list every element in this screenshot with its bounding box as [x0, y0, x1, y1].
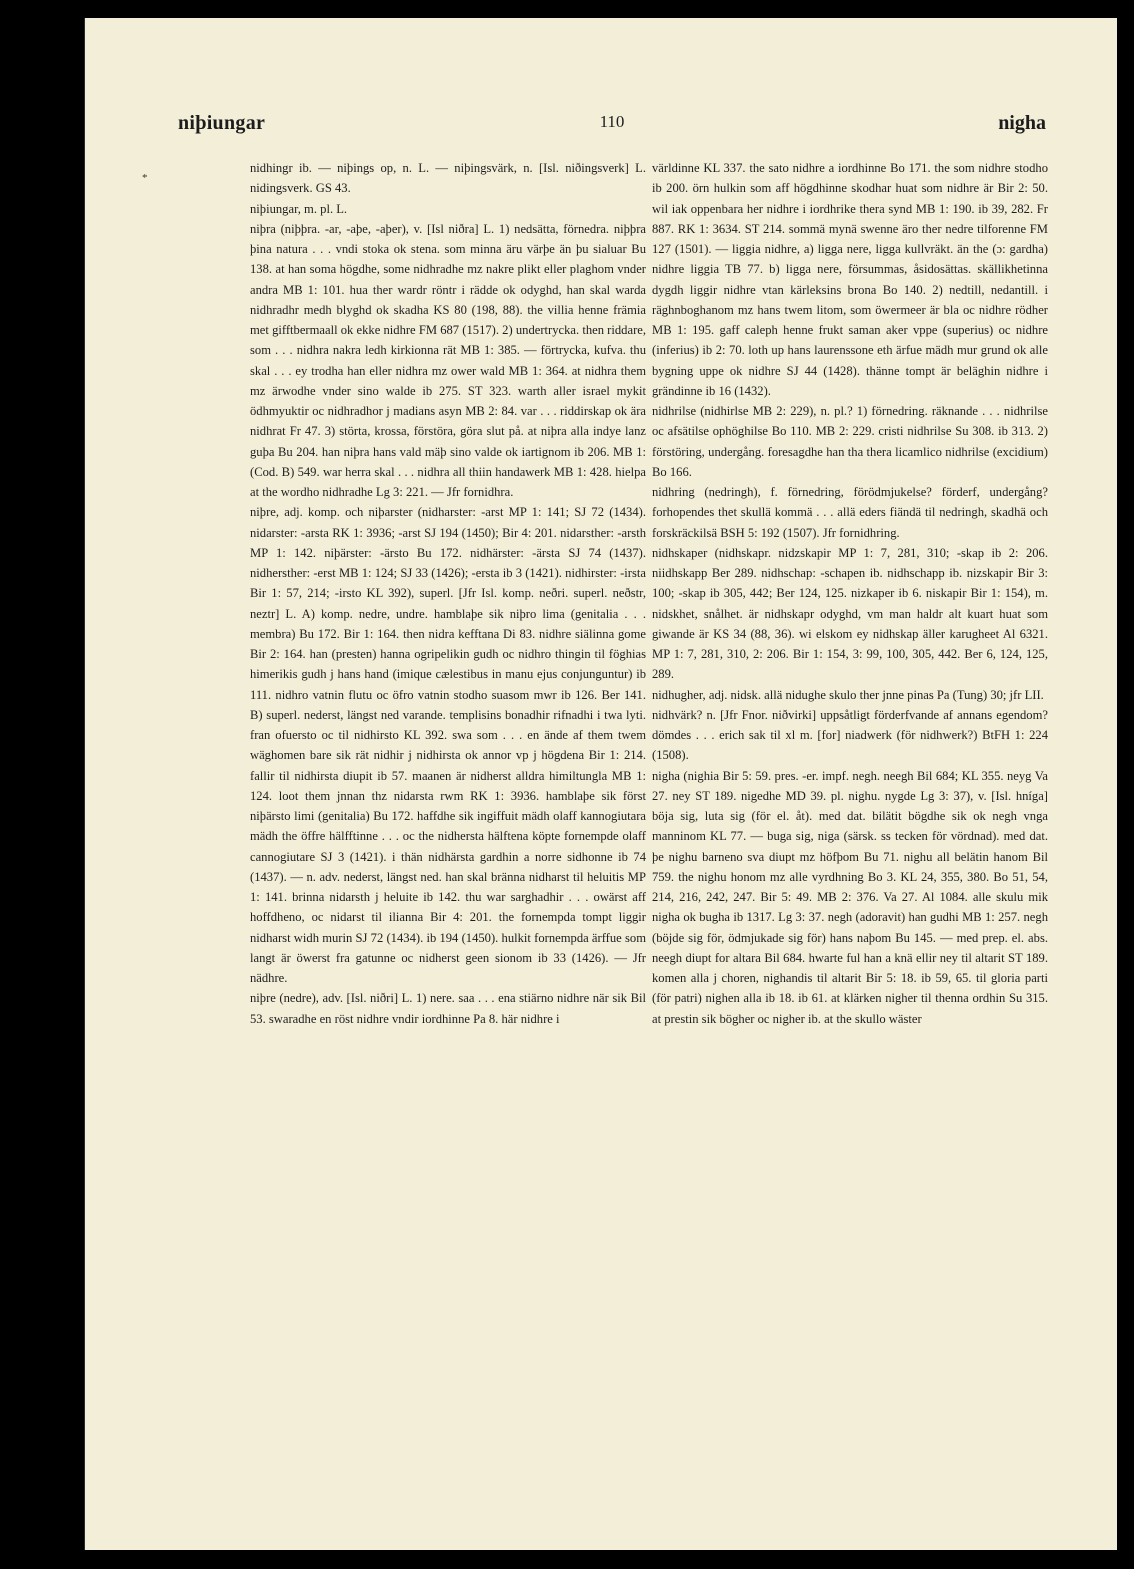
- left-column: [250, 158, 646, 1029]
- running-head-left: niþiungar: [178, 112, 266, 134]
- right-column: [652, 158, 1048, 1029]
- entry-nidhvärk: nidhvärk? n. [Jfr Fnor. niðvirki] uppsåtligt förderfvande af annans egendom? dömdes . . . erich sak til xl m. [for] niadwerk (för nidhwerk?) BtFH 1: 224 (1508).: [652, 707, 1048, 763]
- entry-niþre-adv: niþre (nedre), adv. [Isl. niðri] L. 1) nere. saa . . . ena stiärno nidhre när sik Bil 53. swaradhe en röst nidhre vndir iordhinne Pa 8. här nidhre i: [250, 991, 646, 1026]
- entry-niþingsvärk: nidhingr ib. — niþings op, n. L. — niþingsvärk, n. [Isl. niðingsverk] L. nidingsverk. GS 43.: [250, 161, 646, 196]
- entry-niþre-adv-cont: världinne KL 337. the sato nidhre a iordhinne Bo 171. the som nidhre stodho ib 200. örn hulkin som aff högdhinne skodhar huat som nidhre är Bir 2: 50. wil iak oppenbara her nidhre i iordhrike thera synd MB 1: 190. ib 39, 282. Fr 887. RK 1: 3634. ST 214. sommä mynä swenne äro ther nedre tilforenne FM 127 (1501). — liggia nidhre, a) ligga nere, ligga kullvräkt. än the (ɔ: gardha) nidhre liggia TB 77. b) ligga nere, försummas, åsidosättas. skällikhetinna dygdh liggir nidhre vtan kärleksins brona Bo 140. 2) nedtill, nedantill. i räghnboghanom mz hans twem litom, som öwermeer är bla oc nidhre rödher MB 1: 195. gaff caleph henne frukt saman aker vppe (superius) oc nidhre (inferius) ib 2: 70. loth up hans laurenssone eth ärfue mädh mur grund ok alle bygning uppe ok nidhre SJ 44 (1428). thänne tompt är beläghin nidhre i grändinne ib 16 (1432).: [652, 161, 1048, 398]
- entry-nidhrilse: nidhrilse (nidhirlse MB 2: 229), n. pl.? 1) förnedring. räknande . . . nidhrilse oc afsätilse ophöghilse Bo 110. MB 2: 229. cristi nidhrilse Su 308. ib 313. 2) förstöring, undergång. foresagdhe han tha thera licamlico nidhrilse (excidium) Bo 166.: [652, 404, 1048, 479]
- entry-nigha: nigha (nighia Bir 5: 59. pres. -er. impf. negh. neegh Bil 684; KL 355. neyg Va 27. ney ST 189. nigedhe MD 39. pl. nighu. nygde Lg 3: 37), v. [Isl. hníga] böja sig, luta sig (för el. åt). med dat. bilätit bögdhe sik ok negh vnga manninom KL 77. — buga sig, niga (särsk. ss tecken för vördnad). med dat. þe nighu barneno sva diupt mz höfþom Bu 71. nighu all belätin hanom Bil 759. the nighu honom mz alle vyrdhning Bo 3. KL 24, 355, 380. Bo 51, 54, 214, 216, 242, 247. Bir 5: 49. MB 2: 376. Va 27. Al 1084. alle skulu mik nigha ok bugha ib 1317. Lg 3: 37. negh (adoravit) han gudhi MB 1: 257. negh (böjde sig för, ödmjukade sig för) hans naþom Bu 145. — med prep. el. abs. neegh diupt for altara Bil 684. hwarte ful han a knä ellir ney til altarit ST 189. komen alla j choren, nighandis til altarit Bir 5: 18. ib 59, 65. til gloria parti (för patri) nighen alla ib 18. ib 61. at klärken nigher til thenna ordhin Su 315. at prestin sik bögher oc nigher ib. at the skullo wäster: [652, 768, 1048, 1026]
- page-header: [178, 112, 1046, 142]
- page-number: 110: [599, 112, 625, 131]
- running-head-right: nigha: [998, 112, 1046, 134]
- entry-nidhugher: nidhugher, adj. nidsk. allä nidughe skulo ther jnne pinas Pa (Tung) 30; jfr LII.: [652, 687, 1044, 702]
- entry-nidhring: nidhring (nedringh), f. förnedring, förödmjukelse? förderf, undergång? forhopendes thet skullä kommä . . . allä eders fiändä til nedringh, skadhä och forskräckilsä BSH 5: 192 (1507). Jfr fornidhring.: [652, 485, 1048, 540]
- entry-niþiungar: niþiungar, m. pl. L.: [250, 201, 348, 216]
- entry-niþra: niþra (niþþra. -ar, -aþe, -aþer), v. [Isl niðra] L. 1) nedsätta, förnedra. niþþra þina natura . . . vndi stoka ok stena. som minna äru värþe än þu sialuar Bu 138. at han soma högdhe, some nidhradhe mz nakre plikt eller plaghom vnder andra MB 1: 101. hua ther wardr röntr i rädde ok odyghd, han skal warda nidhradhr medh blyghd ok skadha KS 80 (198, 88). the villia henne främia met gifftbermaall ok ekke nidhre FM 687 (1517). 2) undertrycka. then riddare, som . . . nidhra nakra ledh kirkionna rät MB 1: 385. — förtrycka, kufva. thu skal . . . ey trodha han eller nidhra mz ower wald MB 1: 364. at nidhra them mz ärwodhe vnder sino walde ib 275. ST 323. warth aller israel mykit ödhmyuktir oc nidhradhor j madians asyn MB 2: 84. var . . . riddirskap ok ära nidhrat Fr 47. 3) störta, krossa, förstöra, göra slut på. at niþra alla indye lanz guþa Bu 204. han niþra hans vald mäþ sino valde ok iartignom ib 206. MB 1: (Cod. B) 549. war herra skal . . . nidhra all thiin handawerk MB 1: 428. hielpa at the wordho nidhradhe Lg 3: 221. — Jfr fornidhra.: [250, 221, 646, 499]
- margin-mark: *: [142, 172, 148, 184]
- entry-niþre-adj: niþre, adj. komp. och niþarster (nidharster: -arst MP 1: 141; SJ 72 (1434). nidarster: -arsta RK 1: 3936; -arst SJ 194 (1450); Bir 4: 201. nidarsther: -arsth MP 1: 142. niþärster: -ärsto Bu 172. nidhärster: -ärsta SJ 74 (1437). nidhersther: -erst MB 1: 124; SJ 33 (1426); -ersta ib 3 (1421). nidhirster: -irsta Bir 1: 57, 214; -irsto KL 392), superl. [Jfr Isl. komp. neðri. superl. neðstr, neztr] L. A) komp. nedre, undre. hamblaþe sik niþro lima (genitalia . . . membra) Bu 172. Bir 1: 164. then nidra kefftana Di 83. nidhre siälinna gome Bir 2: 164. han (presten) hanna ogripelikin gudh oc nidhro thingin til föghias himerikis gudh j hans hand (imique cælestibus in manu ejus conjunguntur) ib 111. nidhro vatnin flutu oc öfro vatnin stodho suasom mwr ib 126. Ber 141. B) superl. nederst, längst ned varande. templisins bonadhir rifnadhi i twa lyti. fran ofuersto oc til nidhirsto KL 392. swa som . . . en ände af them twem wäghomen bare sik rät nidhir j nidhirsta ok annor vp j högdena Bir 1: 214. fallir til nidhirsta diupit ib 57. maanen är nidherst alldra himiltungla MB 1: 124. loot them jnnan thz nidarsta rwm RK 1: 3936. hamblaþe sik först niþärsto limi (genitalia) Bu 172. haffdhe sik ingiffuit mädh olaff kannogiutara mädh the öffre hälfftinne . . . oc the nidhersta hälftena köpte fornempde olaff cannogiutare SJ 3 (1421). i thän nidhärsta gardhin a norre sidhonne ib 74 (1437). — n. adv. nederst, längst ned. han skal bränna nidharst til heluitis MP 1: 141. brinna nidarsth j heluite ib 142. thu war sarghadhir . . . owärst aff hoffdheno, oc nidarst til ilianna Bir 4: 201. the fornempda tompt liggir nidharst widh murin SJ 72 (1434). ib 194 (1450). hulkit fornempda ärffue som langt är öwerst fra gatunne oc nidherst geen sionom ib 33 (1426). — Jfr nädhre.: [250, 505, 646, 985]
- entry-nidhskaper: nidhskaper (nidhskapr. nidzskapir MP 1: 7, 281, 310; -skap ib 2: 206. niidhskapp Ber 289. nidhschap: -schapen ib. nidhschapp ib. nizskapir Bir 3: 100; -skap ib 305, 442; Ber 124, 125. nizkaper ib 6. niskapir Bir 1: 154), m. nidskhet, snålhet. är nidhskapr odyghd, vm man haldr alt kuart huat som giwande är KS 34 (88, 36). wi elskom ey nidhskap äller karugheet Al 6321. MP 1: 7, 281, 310, 2: 206. Bir 1: 154, 3: 99, 100, 305, 442. Ber 6, 124, 125, 289.: [652, 545, 1048, 682]
